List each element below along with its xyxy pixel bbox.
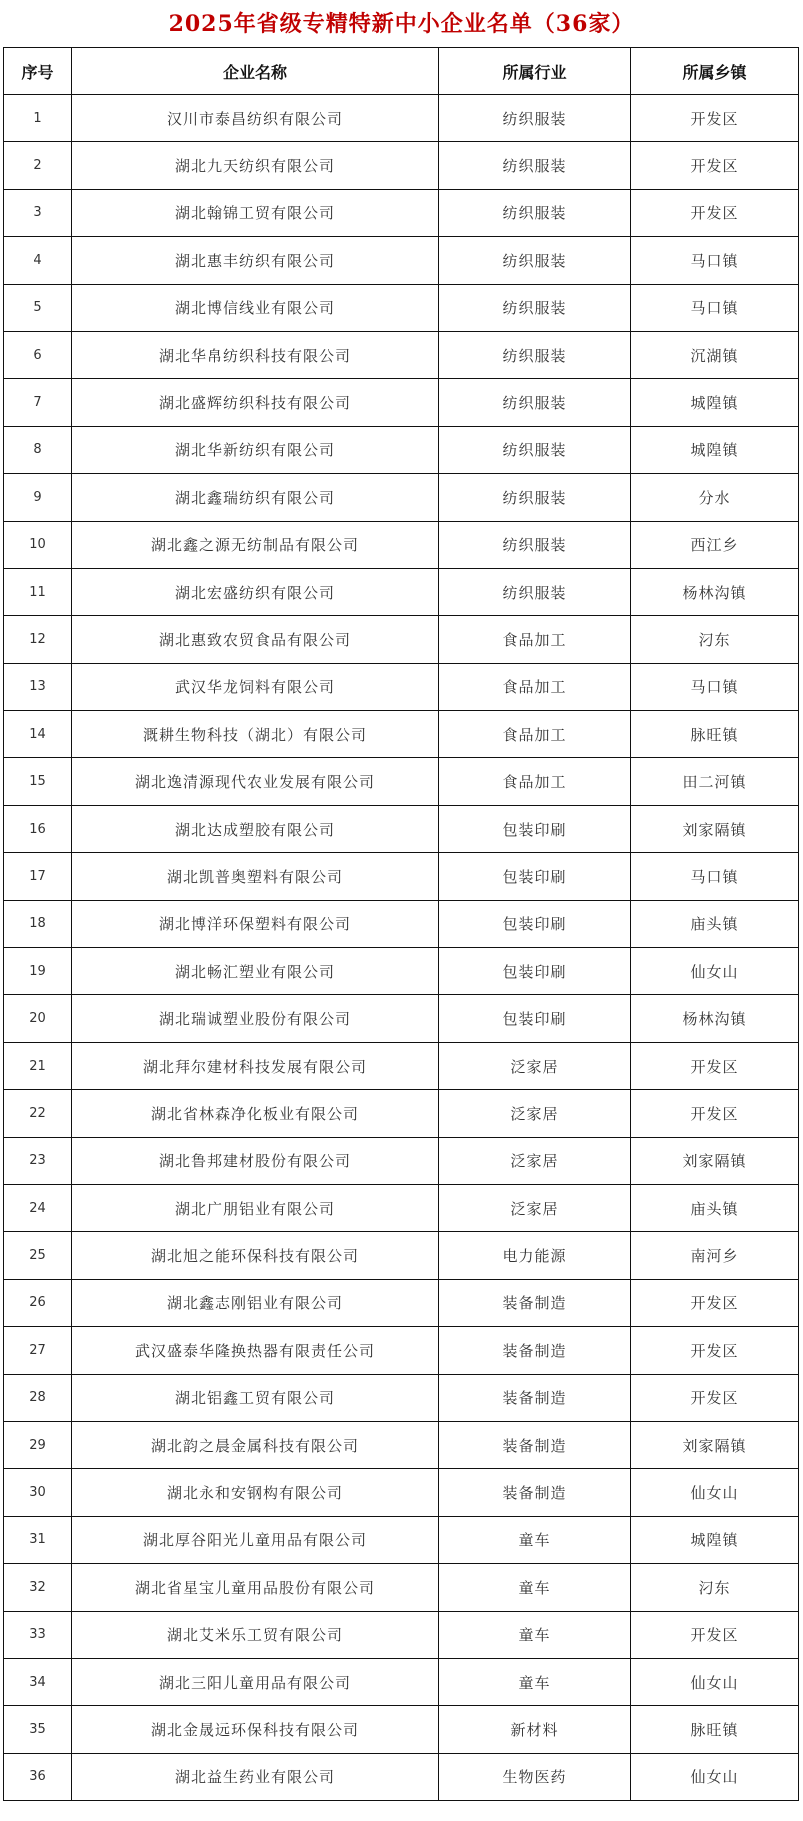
cell-company-name: 湖北凯普奥塑料有限公司: [72, 853, 439, 900]
page-title: 2025年省级专精特新中小企业名单（36家）: [168, 11, 635, 37]
cell-company-name: 湖北益生药业有限公司: [72, 1753, 439, 1800]
cell-seq: 7: [4, 379, 72, 426]
cell-seq: 26: [4, 1279, 72, 1326]
table-row: [4, 142, 799, 189]
cell-company-name: 湖北永和安钢构有限公司: [72, 1469, 439, 1516]
table-row: [4, 1327, 799, 1374]
cell-industry: 泛家居: [439, 1090, 631, 1137]
table-row: [4, 900, 799, 947]
cell-town: 开发区: [631, 1327, 799, 1374]
cell-company-name: 湖北鑫之源无纺制品有限公司: [72, 521, 439, 568]
cell-company-name: 湖北鑫瑞纺织有限公司: [72, 474, 439, 521]
header-industry: 所属行业: [439, 48, 631, 95]
table-row: [4, 284, 799, 331]
cell-town: 西江乡: [631, 521, 799, 568]
cell-company-name: 湖北拜尔建材科技发展有限公司: [72, 1042, 439, 1089]
table-row: [4, 1279, 799, 1326]
cell-town: 开发区: [631, 95, 799, 142]
cell-industry: 纺织服装: [439, 474, 631, 521]
table-row: [4, 1753, 799, 1800]
cell-town: 汈东: [631, 1564, 799, 1611]
table-row: [4, 1706, 799, 1753]
table-row: [4, 237, 799, 284]
header-town: 所属乡镇: [631, 48, 799, 95]
cell-industry: 纺织服装: [439, 284, 631, 331]
cell-town: 马口镇: [631, 284, 799, 331]
table-row: [4, 521, 799, 568]
cell-town: 仙女山: [631, 1658, 799, 1705]
cell-company-name: 湖北博信线业有限公司: [72, 284, 439, 331]
cell-seq: 6: [4, 331, 72, 378]
cell-company-name: 湖北翰锦工贸有限公司: [72, 189, 439, 236]
cell-industry: 装备制造: [439, 1374, 631, 1421]
cell-company-name: 湖北广朋铝业有限公司: [72, 1184, 439, 1231]
cell-town: 开发区: [631, 1279, 799, 1326]
cell-company-name: 湖北省林森净化板业有限公司: [72, 1090, 439, 1137]
cell-town: 城隍镇: [631, 1516, 799, 1563]
table-row: [4, 426, 799, 473]
cell-seq: 24: [4, 1184, 72, 1231]
cell-industry: 包装印刷: [439, 853, 631, 900]
cell-town: 开发区: [631, 142, 799, 189]
cell-seq: 12: [4, 616, 72, 663]
cell-industry: 纺织服装: [439, 426, 631, 473]
cell-industry: 装备制造: [439, 1421, 631, 1468]
table-row: [4, 1374, 799, 1421]
cell-town: 庙头镇: [631, 1184, 799, 1231]
header-name: 企业名称: [72, 48, 439, 95]
cell-company-name: 湖北达成塑胶有限公司: [72, 805, 439, 852]
cell-company-name: 湖北瑞诚塑业股份有限公司: [72, 995, 439, 1042]
enterprise-table: [3, 47, 799, 1801]
cell-industry: 食品加工: [439, 758, 631, 805]
cell-seq: 17: [4, 853, 72, 900]
cell-company-name: 湖北省星宝儿童用品股份有限公司: [72, 1564, 439, 1611]
cell-town: 仙女山: [631, 1469, 799, 1516]
cell-industry: 泛家居: [439, 1137, 631, 1184]
cell-company-name: 湖北逸清源现代农业发展有限公司: [72, 758, 439, 805]
cell-industry: 食品加工: [439, 711, 631, 758]
cell-company-name: 湖北厚谷阳光儿童用品有限公司: [72, 1516, 439, 1563]
cell-company-name: 湖北华新纺织有限公司: [72, 426, 439, 473]
table-row: [4, 1564, 799, 1611]
table-row: [4, 1469, 799, 1516]
cell-town: 田二河镇: [631, 758, 799, 805]
cell-seq: 11: [4, 568, 72, 615]
cell-seq: 21: [4, 1042, 72, 1089]
cell-town: 杨林沟镇: [631, 568, 799, 615]
cell-industry: 包装印刷: [439, 900, 631, 947]
table-row: [4, 1232, 799, 1279]
table-row: [4, 1516, 799, 1563]
cell-town: 沉湖镇: [631, 331, 799, 378]
table-row: [4, 379, 799, 426]
cell-seq: 15: [4, 758, 72, 805]
cell-company-name: 湖北惠致农贸食品有限公司: [72, 616, 439, 663]
cell-town: 杨林沟镇: [631, 995, 799, 1042]
cell-company-name: 武汉盛泰华隆换热器有限责任公司: [72, 1327, 439, 1374]
cell-industry: 纺织服装: [439, 331, 631, 378]
table-row: [4, 616, 799, 663]
cell-company-name: 湖北旭之能环保科技有限公司: [72, 1232, 439, 1279]
cell-seq: 5: [4, 284, 72, 331]
table-row: [4, 1137, 799, 1184]
table-header-row: [4, 48, 799, 95]
cell-seq: 8: [4, 426, 72, 473]
table-row: [4, 805, 799, 852]
table-row: [4, 1090, 799, 1137]
cell-town: 马口镇: [631, 663, 799, 710]
cell-industry: 生物医药: [439, 1753, 631, 1800]
cell-town: 开发区: [631, 1374, 799, 1421]
cell-seq: 10: [4, 521, 72, 568]
cell-seq: 29: [4, 1421, 72, 1468]
table-row: [4, 758, 799, 805]
cell-company-name: 武汉华龙饲料有限公司: [72, 663, 439, 710]
cell-company-name: 湖北盛辉纺织科技有限公司: [72, 379, 439, 426]
table-row: [4, 568, 799, 615]
cell-seq: 20: [4, 995, 72, 1042]
cell-industry: 纺织服装: [439, 568, 631, 615]
cell-seq: 28: [4, 1374, 72, 1421]
cell-seq: 35: [4, 1706, 72, 1753]
cell-industry: 食品加工: [439, 663, 631, 710]
cell-town: 分水: [631, 474, 799, 521]
cell-industry: 新材料: [439, 1706, 631, 1753]
cell-seq: 4: [4, 237, 72, 284]
cell-seq: 2: [4, 142, 72, 189]
cell-industry: 纺织服装: [439, 521, 631, 568]
cell-seq: 16: [4, 805, 72, 852]
cell-company-name: 湖北艾米乐工贸有限公司: [72, 1611, 439, 1658]
cell-industry: 童车: [439, 1611, 631, 1658]
cell-seq: 18: [4, 900, 72, 947]
cell-town: 南河乡: [631, 1232, 799, 1279]
cell-company-name: 湖北宏盛纺织有限公司: [72, 568, 439, 615]
cell-town: 脉旺镇: [631, 1706, 799, 1753]
table-row: [4, 1042, 799, 1089]
cell-industry: 纺织服装: [439, 142, 631, 189]
table-row: [4, 189, 799, 236]
cell-company-name: 汉川市泰昌纺织有限公司: [72, 95, 439, 142]
cell-town: 仙女山: [631, 948, 799, 995]
cell-industry: 纺织服装: [439, 189, 631, 236]
cell-industry: 包装印刷: [439, 805, 631, 852]
cell-company-name: 湖北华帛纺织科技有限公司: [72, 331, 439, 378]
cell-industry: 电力能源: [439, 1232, 631, 1279]
cell-seq: 33: [4, 1611, 72, 1658]
cell-town: 马口镇: [631, 853, 799, 900]
cell-company-name: 湖北博洋环保塑料有限公司: [72, 900, 439, 947]
table-row: [4, 1184, 799, 1231]
header-seq: 序号: [4, 48, 72, 95]
cell-seq: 19: [4, 948, 72, 995]
cell-town: 城隍镇: [631, 379, 799, 426]
cell-industry: 包装印刷: [439, 948, 631, 995]
cell-industry: 食品加工: [439, 616, 631, 663]
table-row: [4, 853, 799, 900]
cell-town: 开发区: [631, 1090, 799, 1137]
cell-seq: 22: [4, 1090, 72, 1137]
cell-company-name: 湖北惠丰纺织有限公司: [72, 237, 439, 284]
cell-seq: 34: [4, 1658, 72, 1705]
cell-seq: 30: [4, 1469, 72, 1516]
cell-seq: 27: [4, 1327, 72, 1374]
cell-company-name: 湖北三阳儿童用品有限公司: [72, 1658, 439, 1705]
cell-industry: 纺织服装: [439, 237, 631, 284]
cell-company-name: 湖北鲁邦建材股份有限公司: [72, 1137, 439, 1184]
cell-industry: 纺织服装: [439, 95, 631, 142]
cell-town: 仙女山: [631, 1753, 799, 1800]
cell-industry: 装备制造: [439, 1279, 631, 1326]
cell-seq: 13: [4, 663, 72, 710]
cell-industry: 童车: [439, 1658, 631, 1705]
table-row: [4, 95, 799, 142]
cell-company-name: 湖北铝鑫工贸有限公司: [72, 1374, 439, 1421]
cell-town: 汈东: [631, 616, 799, 663]
cell-town: 刘家隔镇: [631, 805, 799, 852]
cell-town: 刘家隔镇: [631, 1137, 799, 1184]
cell-seq: 23: [4, 1137, 72, 1184]
cell-industry: 童车: [439, 1564, 631, 1611]
table-row: [4, 1421, 799, 1468]
cell-seq: 1: [4, 95, 72, 142]
cell-town: 城隍镇: [631, 426, 799, 473]
cell-industry: 纺织服装: [439, 379, 631, 426]
table-row: [4, 663, 799, 710]
cell-town: 庙头镇: [631, 900, 799, 947]
cell-town: 刘家隔镇: [631, 1421, 799, 1468]
cell-town: 马口镇: [631, 237, 799, 284]
table-row: [4, 331, 799, 378]
cell-industry: 童车: [439, 1516, 631, 1563]
table-row: [4, 995, 799, 1042]
cell-industry: 泛家居: [439, 1184, 631, 1231]
cell-industry: 泛家居: [439, 1042, 631, 1089]
cell-seq: 3: [4, 189, 72, 236]
cell-town: 开发区: [631, 1042, 799, 1089]
cell-company-name: 溉耕生物科技（湖北）有限公司: [72, 711, 439, 758]
table-row: [4, 711, 799, 758]
cell-company-name: 湖北韵之晨金属科技有限公司: [72, 1421, 439, 1468]
table-row: [4, 474, 799, 521]
cell-company-name: 湖北鑫志刚铝业有限公司: [72, 1279, 439, 1326]
cell-seq: 36: [4, 1753, 72, 1800]
cell-company-name: 湖北九天纺织有限公司: [72, 142, 439, 189]
cell-seq: 31: [4, 1516, 72, 1563]
cell-seq: 14: [4, 711, 72, 758]
cell-company-name: 湖北金晟远环保科技有限公司: [72, 1706, 439, 1753]
table-row: [4, 1658, 799, 1705]
cell-seq: 25: [4, 1232, 72, 1279]
cell-seq: 9: [4, 474, 72, 521]
table-row: [4, 948, 799, 995]
cell-town: 开发区: [631, 1611, 799, 1658]
cell-industry: 包装印刷: [439, 995, 631, 1042]
cell-seq: 32: [4, 1564, 72, 1611]
cell-industry: 装备制造: [439, 1327, 631, 1374]
table-body: [4, 95, 799, 1801]
table-row: [4, 1611, 799, 1658]
cell-town: 脉旺镇: [631, 711, 799, 758]
cell-town: 开发区: [631, 189, 799, 236]
cell-industry: 装备制造: [439, 1469, 631, 1516]
cell-company-name: 湖北畅汇塑业有限公司: [72, 948, 439, 995]
